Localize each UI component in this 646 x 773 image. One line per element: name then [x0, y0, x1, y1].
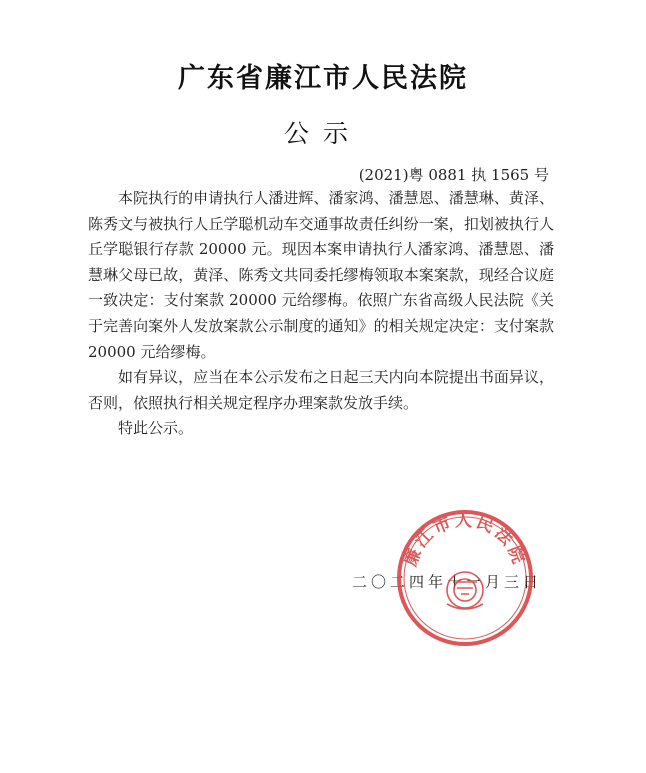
court-name: 广东省廉江市人民法院: [178, 63, 468, 94]
notice-body: [88, 186, 554, 442]
case-number: (2021)粤 0881 执 1565 号: [358, 166, 549, 184]
paragraph-closing: 特此公示。: [118, 419, 194, 438]
paragraph-main: 本院执行的申请执行人潘进辉、潘家鸿、潘慧恩、潘慧琳、黄泽、陈秀文与被执行人丘学聪机动车交通事故责任纠纷一案，扣划被执行人丘学聪银行存款 20000 元。现因本案申请执行人潘家鸿、潘慧恩、潘慧琳父母已故，黄泽、陈秀文共同委托缪梅领取本案案款，现经合议庭一致决定：支付案款 20000 元给缪梅。依照广东省高级人民法院《关于完善向案外人发放案款公示制度的通知》的相关规定决定：支付案款 20000 元给缪梅。: [88, 189, 554, 361]
issue-date: 二〇二四年十一月三日: [351, 573, 542, 591]
court-seal-icon: [395, 508, 535, 648]
paragraph-objection: 如有异议，应当在本公示发布之日起三天内向本院提出书面异议，否则，依照执行相关规定程序办理案款发放手续。: [88, 368, 554, 412]
document-title: 公示: [283, 119, 362, 148]
svg-text:廉江市人民法院: 廉江市人民法院: [400, 510, 530, 570]
